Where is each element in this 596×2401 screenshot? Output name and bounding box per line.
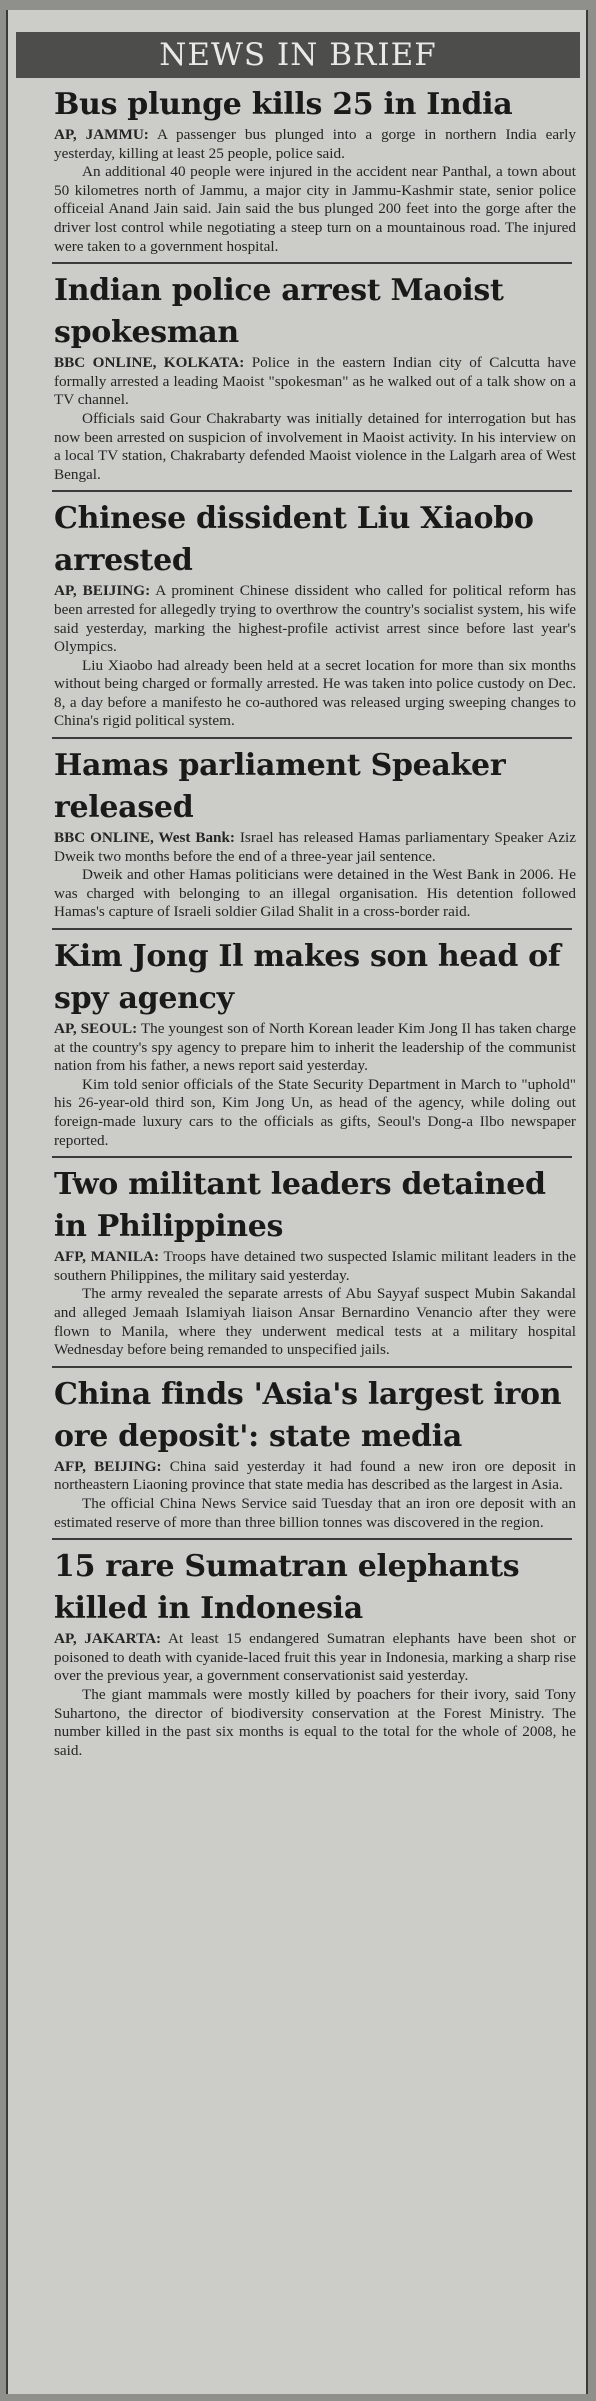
article-dateline: BBC ONLINE, KOLKATA: <box>54 354 245 372</box>
article-divider <box>52 1538 572 1540</box>
newspaper-page <box>6 10 588 2394</box>
article-lead-text: At least 15 endangered Sumatran elephants have been shot or poisoned to death with cyanide-laced fruit this year in Indonesia, marking a sharp rise over the previous year, a government conservationist said yesterday. <box>54 1630 576 1685</box>
article-dateline: AP, BEIJING: <box>54 582 151 600</box>
article-lead-text: Police in the eastern Indian city of Calcutta have formally arrested a leading Maoist "spokesman" as he walked out of a talk show on a TV channel. <box>54 354 576 409</box>
article-divider <box>52 737 572 739</box>
news-article <box>8 1546 586 1760</box>
article-body-paragraph: Dweik and other Hamas politicians were detained in the West Bank in 2006. He was charged with belonging to an illegal organisation. His detention followed Hamas's capture of Israeli soldier Gilad Shalit in a cross-border raid. <box>54 866 576 921</box>
news-article <box>8 84 586 256</box>
news-article <box>8 936 586 1150</box>
article-divider <box>52 262 572 264</box>
article-divider <box>52 1156 572 1158</box>
article-dateline: AFP, MANILA: <box>54 1248 160 1266</box>
article-lead-text: China said yesterday it had found a new iron ore deposit in northeastern Liaoning province that state media has described as the largest in Asia. <box>54 1457 576 1494</box>
article-headline: 15 rare Sumatran elephants killed in Indonesia <box>54 1549 520 1627</box>
article-headline: Bus plunge kills 25 in India <box>54 87 513 122</box>
article-divider <box>52 1366 572 1368</box>
article-divider <box>52 928 572 930</box>
article-lead-paragraph <box>54 1248 576 1285</box>
article-headline: Chinese dissident Liu Xiaobo arrested <box>54 501 534 579</box>
article-body-paragraph: The army revealed the separate arrests of Abu Sayyaf suspect Mubin Sakandal and alleged Jemaah Islamiyah liaison Ansar Bernardino Venancio after they were flown to Manila, where they underwent medical tests at a military hospital Wednesday before being remanded to unspecified jails. <box>54 1285 576 1359</box>
article-dateline: BBC ONLINE, West Bank: <box>54 829 235 847</box>
article-lead-text: Israel has released Hamas parliamentary Speaker Aziz Dweik two months before the end of a three-year jail sentence. <box>54 829 577 865</box>
article-lead-text: The youngest son of North Korean leader Kim Jong Il has taken charge at the country's spy agency to prepare him to inherit the leadership of the communist nation from his father, a news report said yesterday. <box>54 1020 576 1075</box>
article-divider <box>52 490 572 492</box>
article-body-paragraph: The official China News Service said Tuesday that an iron ore deposit with an estimated reserve of more than three billion tonnes was discovered in the region. <box>54 1494 576 1531</box>
news-article <box>8 498 586 731</box>
article-headline: Indian police arrest Maoist spokesman <box>54 273 504 351</box>
article-dateline: AFP, BEIJING: <box>54 1457 162 1475</box>
article-body-paragraph: An additional 40 people were injured in the accident near Panthal, a town about 50 kilometres north of Jammu, a major city in Jammu-Kashmir state, senior police officeial Anand Jain said. Jain said the bus plunged 200 feet into the gorge after the driver lost control while negotiating a steep turn on a mountainous road. The injured were taken to a government hospital. <box>54 163 576 255</box>
article-lead-paragraph <box>54 582 576 656</box>
article-headline: Two militant leaders detained in Philippines <box>54 1167 546 1245</box>
article-lead-paragraph <box>54 354 576 410</box>
article-body-paragraph: Liu Xiaobo had already been held at a secret location for more than six months without being charged or formally arrested. He was taken into police custody on Dec. 8, a day before a manifesto he co-authored was released urging sweeping changes to China's rigid political system. <box>54 656 576 730</box>
article-headline: Hamas parliament Speaker released <box>54 748 506 826</box>
section-banner: NEWS IN BRIEF <box>16 32 580 78</box>
article-lead-paragraph <box>54 829 576 866</box>
article-body-paragraph: Kim told senior officials of the State Security Department in March to "uphold" his 26-year-old third son, Kim Jong Un, as head of the agency, while doling out foreign-made luxury cars to the officials as gifts, Seoul's Dong-a Ilbo newspaper reported. <box>54 1075 576 1149</box>
article-dateline: AP, JAMMU: <box>54 126 149 143</box>
article-dateline: AP, SEOUL: <box>54 1020 138 1038</box>
article-list <box>8 84 586 1760</box>
news-article <box>8 270 586 484</box>
article-lead-paragraph <box>54 126 576 163</box>
news-article <box>8 1164 586 1360</box>
article-lead-text: Troops have detained two suspected Islamic militant leaders in the southern Philippines, the military said yesterday. <box>54 1248 576 1284</box>
article-lead-text: A prominent Chinese dissident who called for political reform has been arrested for allegedly trying to overthrow the country's socialist system, his wife said yesterday, marking the highest-profile activist arrest since before last year's Olympics. <box>54 582 576 656</box>
news-article <box>8 1374 586 1532</box>
article-lead-paragraph <box>54 1630 576 1686</box>
article-lead-paragraph <box>54 1020 576 1076</box>
article-lead-paragraph <box>54 1458 576 1495</box>
article-body-paragraph: The giant mammals were mostly killed by poachers for their ivory, said Tony Suhartono, the director of biodiversity conservation at the Forest Ministry. The number killed in the past six months is equal to the total for the whole of 2008, he said. <box>54 1685 576 1759</box>
article-dateline: AP, JAKARTA: <box>54 1630 162 1648</box>
article-body-paragraph: Officials said Gour Chakrabarty was initially detained for interrogation but has now been arrested on suspicion of involvement in Maoist activity. In his interview on a local TV station, Chakrabarty defended Maoist violence in the Lalgarh area of West Bengal. <box>54 409 576 483</box>
article-headline: Kim Jong Il makes son head of spy agency <box>54 939 561 1017</box>
news-article <box>8 745 586 922</box>
article-lead-text: A passenger bus plunged into a gorge in northern India early yesterday, killing at least 25 people, police said. <box>54 126 576 162</box>
article-headline: China finds 'Asia's largest iron ore deposit': state media <box>54 1376 562 1454</box>
